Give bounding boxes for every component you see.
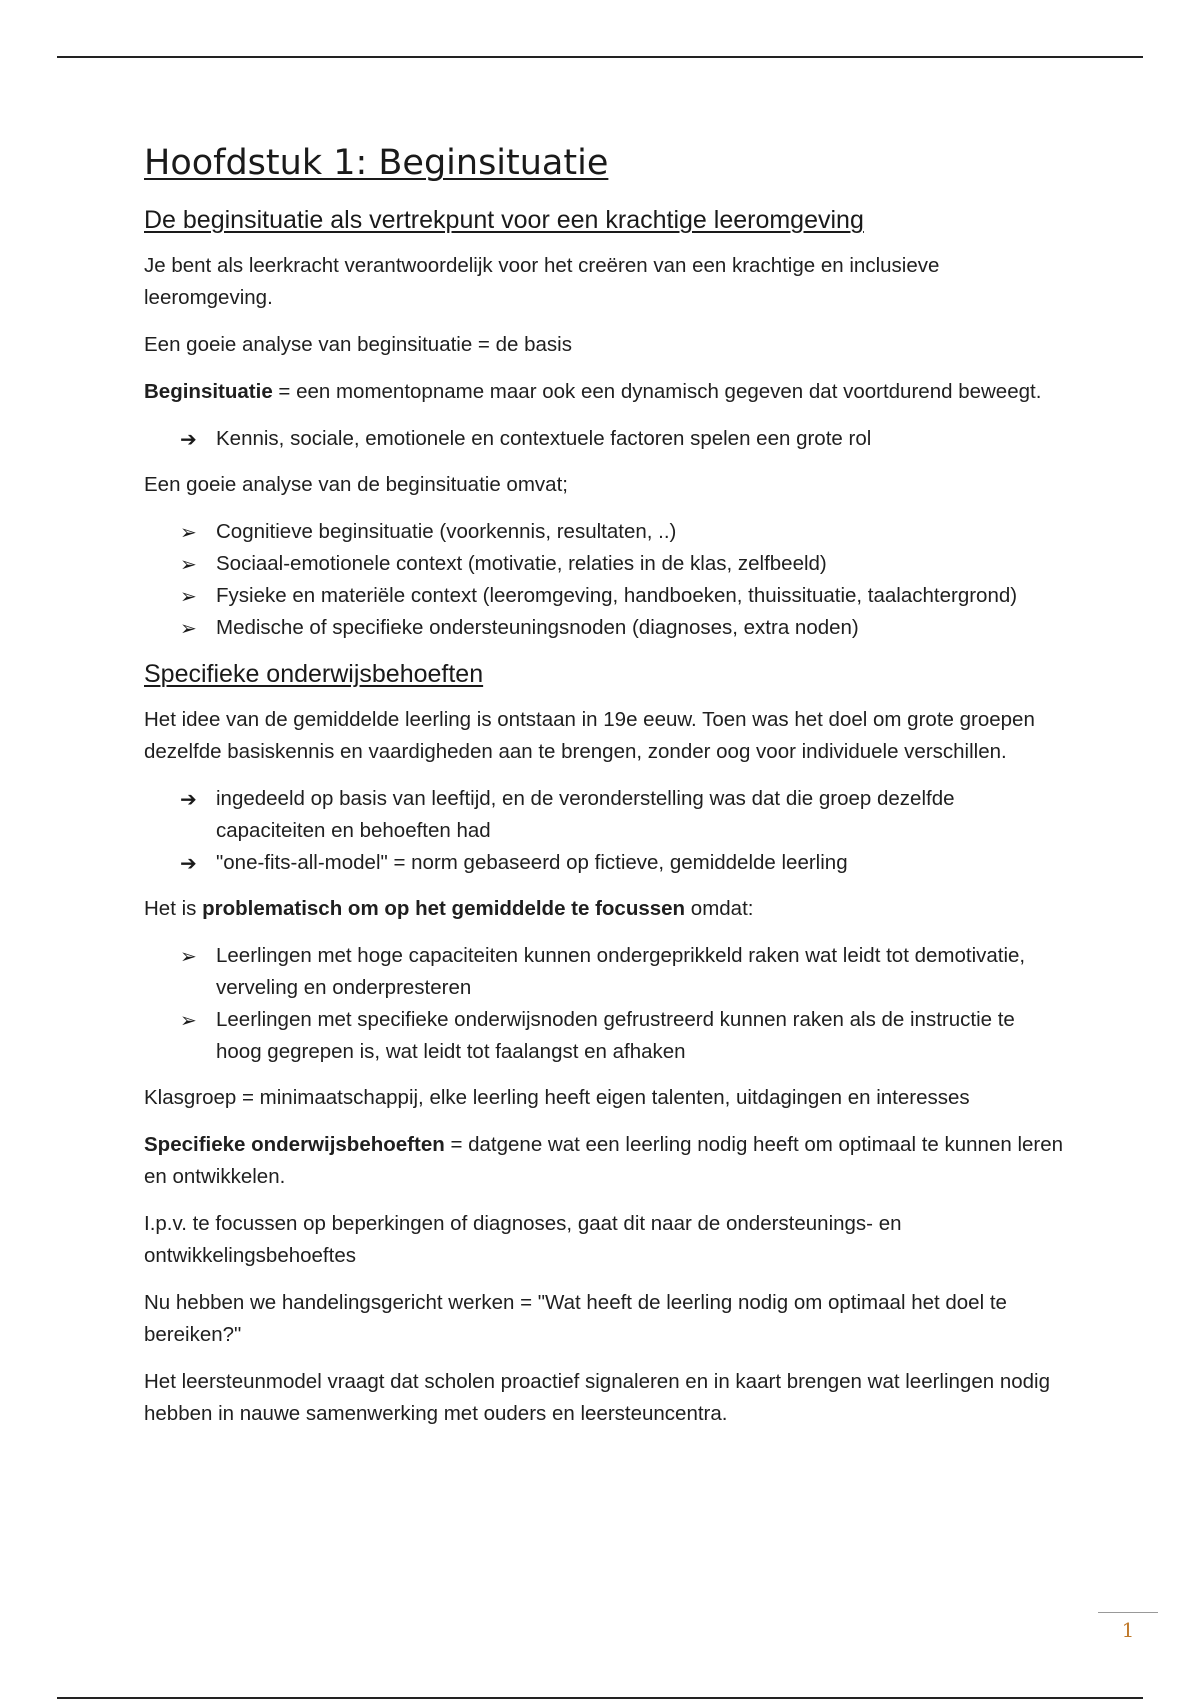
list-item [144,940,1064,1004]
list-item [144,783,1064,847]
list-item-text: Sociaal-emotionele context (motivatie, relaties in de klas, zelfbeeld) [216,552,827,575]
list-item [144,516,1064,548]
emphasis-text: problematisch om op het gemiddelde te focussen [202,897,686,920]
paragraph-text: omdat: [685,897,754,920]
footer-rule [57,1697,1143,1699]
list-item [144,847,1064,879]
chapter-title: Hoofdstuk 1: Beginsituatie [144,143,609,183]
paragraph: Een goeie analyse van de beginsituatie omvat; [144,473,568,496]
list-item [144,580,1064,612]
paragraph [144,893,1064,925]
arrow-icon: ➔ [180,851,197,875]
document-body [144,140,1064,1445]
arrow-list [144,783,1064,879]
page-number: 1 [1098,1612,1158,1645]
arrowhead-bullet-icon: ➢ [180,520,197,544]
arrowhead-bullet-icon: ➢ [180,552,197,576]
header-rule [57,56,1143,58]
definition-text: = een momentopname maar ook een dynamisch gegeven dat voortdurend beweegt. [272,380,1042,403]
paragraph: Het leersteunmodel vraagt dat scholen proactief signaleren en in kaart brengen wat leerlingen nodig hebben in nauwe samenwerking met ouders en leersteuncentra. [144,1370,1050,1425]
section-heading-onderwijsbehoeften: Specifieke onderwijsbehoeften [144,660,484,688]
paragraph: Klasgroep = minimaatschappij, elke leerling heeft eigen talenten, uitdagingen en interesses [144,1086,970,1109]
list-item [144,548,1064,580]
bullet-list [144,516,1064,644]
list-item-text: "one-fits-all-model" = norm gebaseerd op fictieve, gemiddelde leerling [216,851,848,874]
arrow-list [144,423,1064,455]
paragraph: I.p.v. te focussen op beperkingen of diagnoses, gaat dit naar de ondersteunings- en ontwikkelingsbehoeftes [144,1212,902,1267]
arrow-icon: ➔ [180,427,197,451]
list-item [144,612,1064,644]
list-item-text: Leerlingen met specifieke onderwijsnoden gefrustreerd kunnen raken als de instructie te hoog gegrepen is, wat leidt tot faalangst en afhaken [216,1008,1015,1063]
list-item [144,423,1064,455]
list-item-text: Medische of specifieke ondersteuningsnoden (diagnoses, extra noden) [216,616,859,639]
paragraph: Je bent als leerkracht verantwoordelijk voor het creëren van een krachtige en inclusieve leeromgeving. [144,254,940,309]
arrow-icon: ➔ [180,787,197,811]
paragraph: Een goeie analyse van beginsituatie = de basis [144,333,572,356]
section-heading-beginsituatie: De beginsituatie als vertrekpunt voor een krachtige leeromgeving [144,206,864,234]
defined-term: Beginsituatie [144,380,273,403]
arrowhead-bullet-icon: ➢ [180,944,197,968]
list-item-text: Cognitieve beginsituatie (voorkennis, resultaten, ..) [216,520,677,543]
list-item [144,1004,1064,1068]
arrowhead-bullet-icon: ➢ [180,616,197,640]
list-item-text: Kennis, sociale, emotionele en contextuele factoren spelen een grote rol [216,427,872,450]
arrowhead-bullet-icon: ➢ [180,1008,197,1032]
definition-paragraph [144,376,1064,408]
paragraph: Het idee van de gemiddelde leerling is ontstaan in 19e eeuw. Toen was het doel om grote groepen dezelfde basiskennis en vaardigheden aan te brengen, zonder oog voor individuele verschillen. [144,708,1035,763]
paragraph-text: Het is [144,897,203,920]
arrowhead-bullet-icon: ➢ [180,584,197,608]
list-item-text: Leerlingen met hoge capaciteiten kunnen ondergeprikkeld raken wat leidt tot demotivatie, verveling en onderpresteren [216,944,1026,999]
defined-term: Specifieke onderwijsbehoeften [144,1133,445,1156]
bullet-list [144,940,1064,1068]
paragraph: Nu hebben we handelingsgericht werken = "Wat heeft de leerling nodig om optimaal het doel te bereiken?" [144,1291,1007,1346]
list-item-text: Fysieke en materiële context (leeromgeving, handboeken, thuissituatie, taalachtergrond) [216,584,1018,607]
list-item-text: ingedeeld op basis van leeftijd, en de veronderstelling was dat die groep dezelfde capaciteiten en behoeften had [216,787,955,842]
definition-paragraph [144,1129,1064,1193]
definition-text: = datgene wat een leerling nodig heeft om optimaal te kunnen leren en ontwikkelen. [144,1133,1064,1188]
